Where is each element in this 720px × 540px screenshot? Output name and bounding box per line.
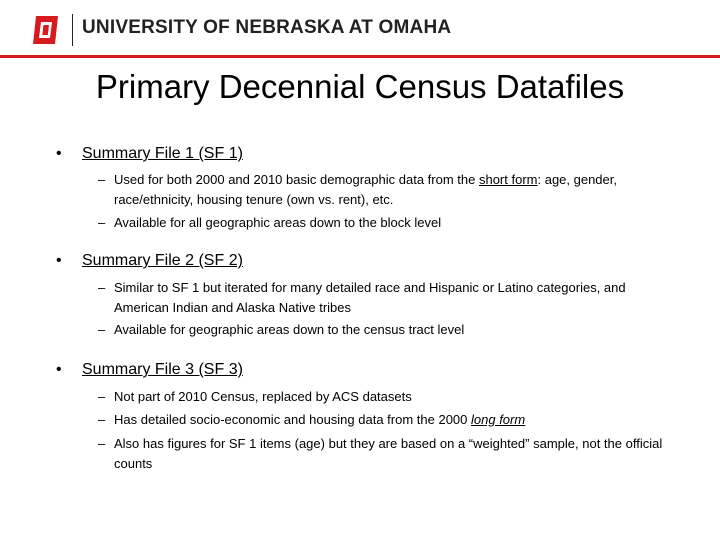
sf3-item-2 (98, 410, 678, 430)
sf2-item-2-text: Available for geographic areas down to the census tract level (114, 322, 465, 337)
bullet-symbol: • (56, 145, 62, 162)
sf3-item-2-emphasis: long form (471, 412, 526, 427)
sf3-item-2-text: Has detailed socio-economic and housing data from the 2000 (114, 412, 471, 427)
dash-symbol: – (98, 172, 106, 187)
dash-symbol: – (98, 322, 106, 337)
header-bar (0, 0, 720, 56)
sf1-heading: Summary File 1 (SF 1) (82, 145, 243, 162)
sf3-item-1 (98, 387, 678, 407)
sf2-item-2 (98, 320, 678, 340)
bullet-symbol: • (56, 361, 62, 378)
sf1-item-2 (98, 213, 678, 233)
sf2-heading: Summary File 2 (SF 2) (82, 252, 243, 269)
header-divider (72, 14, 73, 46)
dash-symbol: – (98, 389, 106, 404)
university-name: UNIVERSITY OF NEBRASKA AT OMAHA (82, 17, 452, 38)
header-accent-line (0, 55, 720, 58)
sf1-item-1 (98, 170, 678, 210)
dash-symbol: – (98, 436, 106, 451)
sf1-item-1-emphasis: short form (478, 172, 538, 187)
dash-symbol: – (98, 280, 106, 295)
dash-symbol: – (98, 215, 106, 230)
sf2-item-1 (98, 278, 678, 318)
slide-title: Primary Decennial Census Datafiles (95, 68, 625, 105)
sf3-item-3 (98, 434, 678, 474)
sf1-item-1-text: Used for both 2000 and 2010 basic demographic data from the (114, 172, 479, 187)
sf3-item-3-text: Also has figures for SF 1 items (age) but they are based on a “weighted” sample, not the official counts (114, 436, 663, 471)
sf3-heading: Summary File 3 (SF 3) (82, 361, 243, 378)
sf3-item-1-text: Not part of 2010 Census, replaced by ACS datasets (114, 389, 412, 404)
bullet-sf3 (56, 361, 243, 379)
sf1-item-1-text-end: : age, gender, race/ethnicity, housing tenure (own vs. rent), etc. (114, 172, 617, 207)
bullet-sf1 (56, 145, 243, 163)
university-o-logo-icon (28, 12, 64, 48)
bullet-sf2 (56, 252, 243, 270)
sf2-item-1-text: Similar to SF 1 but iterated for many detailed race and Hispanic or Latino categories, and American Indian and Alaska Native tribes (114, 280, 626, 315)
bullet-symbol: • (56, 252, 62, 269)
sf1-item-2-text: Available for all geographic areas down to the block level (114, 215, 442, 230)
dash-symbol: – (98, 412, 106, 427)
